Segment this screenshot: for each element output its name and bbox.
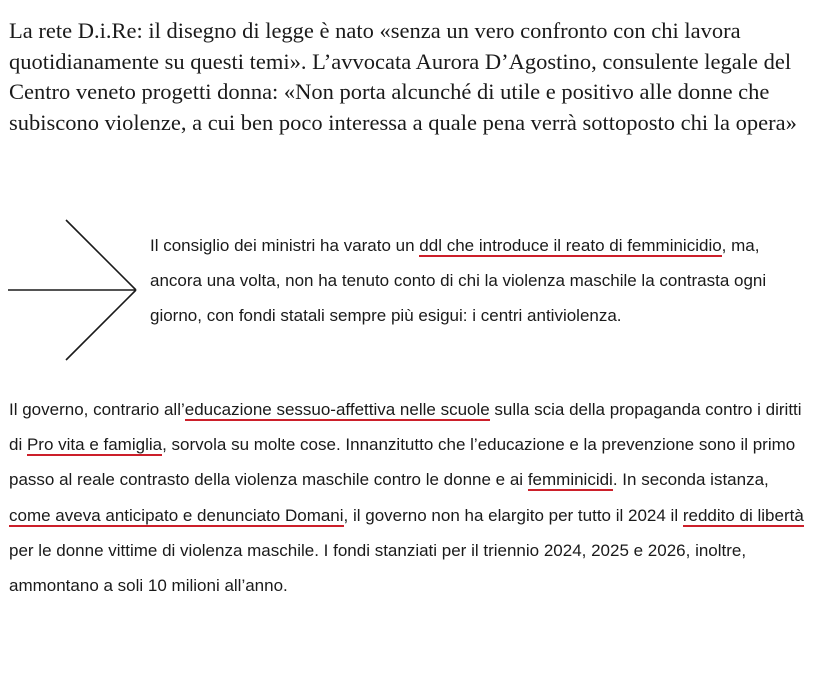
link-reddito-di-liberta[interactable]: reddito di libertà xyxy=(682,505,804,525)
paragraph-text: , il governo non ha elargito per tutto il 2024 il xyxy=(343,505,683,525)
article-lede: La rete D.i.Re: il disegno di legge è nato «senza un vero confronto con chi lavora quotidianamente su questi temi». L’avvocata Aurora D’Agostino, consulente legale del Centro veneto progetti donna: «Non porta alcunché di utile e positivo alle donne che subiscono violenze, a cui ben poco interessa a quale pena verrà sottoposto chi la opera» xyxy=(9,18,797,135)
paragraph-text: , sorvola su molte cose. Innanzitutto che l’educazione e la prevenzione sono il primo passo al reale contrasto della violenza maschile contro le donne e ai xyxy=(9,435,796,490)
article-paragraph xyxy=(9,392,809,603)
paragraph-text: sulla scia della propaganda contro i diritti di xyxy=(9,400,802,455)
pull-quote xyxy=(150,228,810,333)
link-femminicidi[interactable]: femminicidi xyxy=(527,470,613,490)
paragraph-text: Il governo, contrario all’ xyxy=(9,400,185,419)
pull-quote-text: , ma, ancora una volta, non ha tenuto conto di chi la violenza maschile la contrasta ogni giorno, con fondi statali sempre più esigui: i centri antiviolenza. xyxy=(150,236,767,325)
paragraph-text: per le donne vittime di violenza maschile. I fondi stanziati per il triennio 2024, 2025 e 2026, inoltre, ammontano a soli 10 milioni all’anno. xyxy=(9,540,747,596)
paragraph-text: . In seconda istanza, xyxy=(612,470,769,490)
link-domani-denuncia[interactable]: come aveva anticipato e denunciato Domani xyxy=(9,505,344,525)
link-pro-vita-famiglia[interactable]: Pro vita e famiglia xyxy=(26,435,163,455)
link-ddl-femminicidio[interactable]: ddl che introduce il reato di femminicidio xyxy=(419,236,722,255)
pull-quote-text: Il consiglio dei ministri ha varato un xyxy=(150,236,420,255)
arrow-right-icon xyxy=(8,219,140,361)
link-educazione-sessuo-affettiva[interactable]: educazione sessuo-affettiva nelle scuole xyxy=(184,400,490,419)
